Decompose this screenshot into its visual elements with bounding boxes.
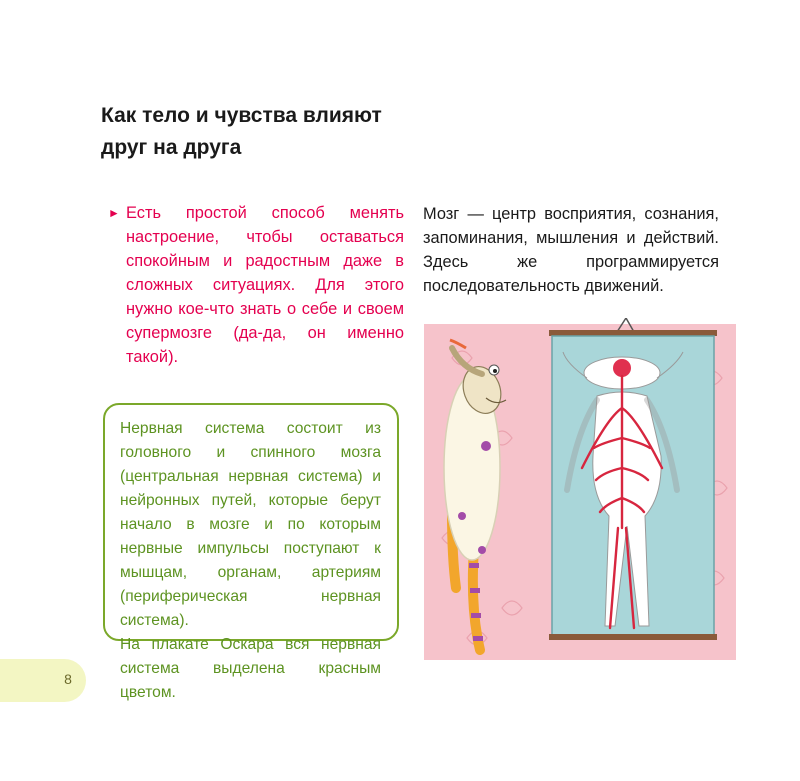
page-number: 8 bbox=[64, 671, 72, 687]
heading-line-2: друг на друга bbox=[101, 136, 242, 159]
poster-bottom-rod bbox=[549, 634, 717, 640]
nervous-system-paragraph: Нервная система состоит из головного и спинного мозга (центральная нервная система) и нейронных путей, которые берут начало в мозге и по которым нервные импульсы поступают к мышцам, органам, артериям (периферическая нервная система). bbox=[120, 420, 381, 629]
nervous-system-info-box bbox=[103, 403, 399, 701]
brain-description: Мозг — центр восприятия, сознания, запоминания, мышления и действий. Здесь же программируется последовательность движений. bbox=[423, 205, 719, 295]
triangle-bullet-icon: ► bbox=[108, 206, 120, 220]
heading-line-1: Как тело и чувства влияют bbox=[101, 104, 382, 127]
oscar-nervous-system-illustration bbox=[412, 318, 742, 660]
intro-text: Есть простой способ менять настроение, чтобы оставаться спокойным и радостным даже в сложных ситуациях. Для этого нужно кое-что знать о себе и своем супермозге (да-да, он именно такой). bbox=[126, 204, 404, 366]
page-heading bbox=[101, 100, 421, 164]
poster-rod bbox=[549, 330, 717, 336]
intro-paragraph bbox=[108, 201, 404, 369]
poster-note-paragraph: На плакате Оскара вся нервная система выделена красным цветом. bbox=[120, 636, 381, 701]
